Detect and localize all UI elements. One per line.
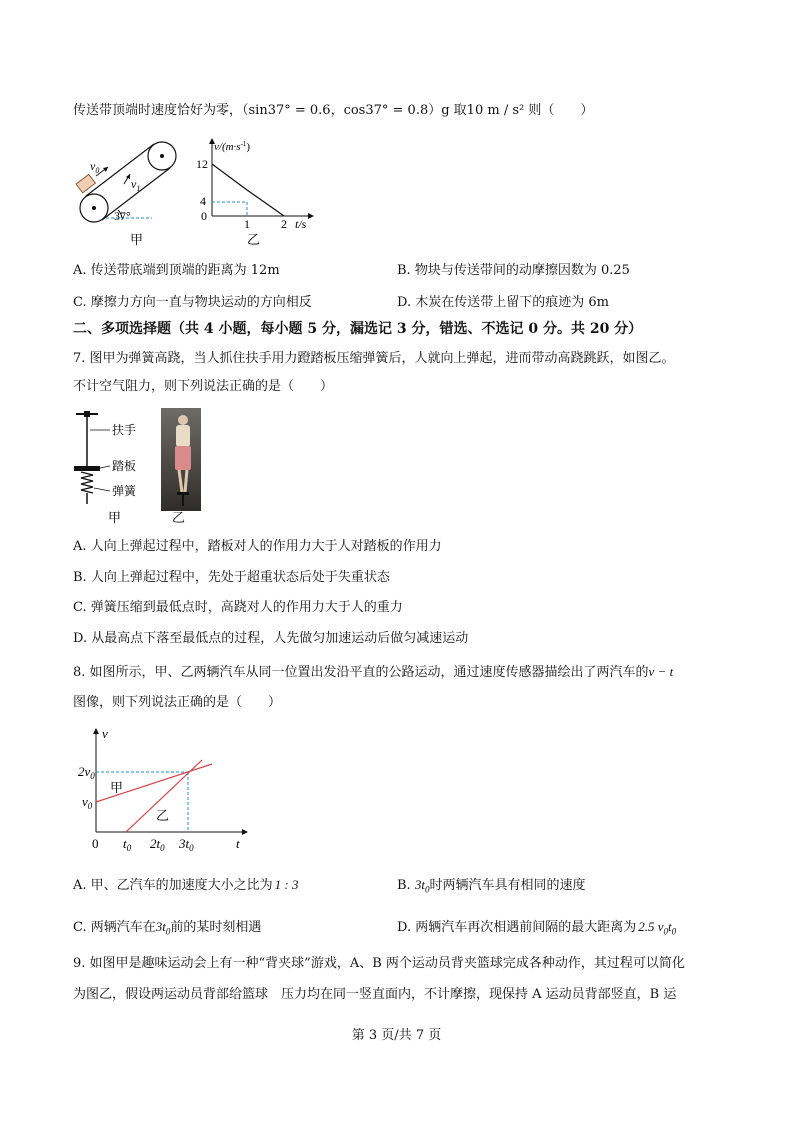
- q7-caption-yi: 乙: [172, 511, 186, 526]
- q8-option-a[interactable]: A. 甲、乙汽车的加速度大小之比为 1 : 3: [73, 877, 299, 893]
- series-label-yi: 乙: [156, 808, 170, 823]
- tick-1: 1: [244, 217, 250, 231]
- q7-stem-line1: 7. 图甲为弹簧高跷，当人抓住扶手用力蹬踏板压缩弹簧后，人就向上弹起，进而带动高跷跳跃，如图乙。: [73, 351, 675, 366]
- q9-line2: 为图乙，假设两运动员背部给篮球 压力均在同一竖直面内，不计摩擦，现保持 A 运动员背部竖直，B 运: [73, 987, 677, 1002]
- label-handle: 扶手: [112, 423, 137, 437]
- q6-option-a[interactable]: A. 传送带底端到顶端的距离为 12m: [73, 263, 280, 278]
- q6-option-d[interactable]: D. 木炭在传送带上留下的痕迹为 6m: [397, 295, 609, 310]
- q8-option-b[interactable]: B. $3t_0$时两辆汽车具有相同的速度: [397, 877, 586, 895]
- q7-pogo-figure: [70, 404, 160, 528]
- y-axis-label: v: [102, 726, 108, 741]
- xlabel: t/s: [295, 217, 307, 231]
- q8-option-d[interactable]: D. 两辆汽车再次相遇前间隔的最大距离为 2.5 $v_0t_0$: [397, 919, 677, 937]
- q8-stem-line2: 图像，则下列说法正确的是（ ）: [73, 695, 282, 710]
- tick-2t0: $2t_0$: [150, 836, 165, 853]
- jumper-figure: [161, 408, 201, 511]
- ylabel: $v/(m\cdot s^{-1})$: [214, 140, 251, 153]
- vt-math: v − t: [648, 664, 674, 679]
- q8-vt-chart: [78, 724, 258, 858]
- q6-option-c[interactable]: C. 摩擦力方向一直与物块运动的方向相反: [73, 295, 312, 310]
- q6-vt-graph: [192, 134, 322, 250]
- q6-option-b[interactable]: B. 物块与传送带间的动摩擦因数为 0.25: [397, 263, 630, 278]
- q7-option-d[interactable]: D. 从最高点下落至最低点的过程，人先做匀加速运动后做匀减速运动: [73, 631, 469, 646]
- caption-yi: 乙: [247, 232, 261, 247]
- tick-0: 0: [92, 836, 99, 851]
- tick-2v0: $2v_0$: [78, 764, 95, 781]
- q8-option-c[interactable]: C. 两辆汽车在$3t_0$前的某时刻相遇: [73, 919, 262, 937]
- vt-line: [212, 164, 284, 216]
- x-axis-label: t: [236, 836, 240, 851]
- section-2-heading: 二、多项选择题（共 4 小题，每小题 5 分，漏选记 3 分，错选、不选记 0 分。共 20 分）: [73, 321, 643, 337]
- tick-t0: $t_0$: [123, 836, 132, 853]
- caption-jia: 甲: [108, 510, 122, 525]
- pogo-jumper-photo: [161, 408, 201, 511]
- label-spring: 弹簧: [112, 484, 137, 498]
- q6-stem: 传送带顶端时速度恰好为零，（sin37° = 0.6，cos37° = 0.8）g 取10 m / s² 则（ ）: [73, 103, 594, 118]
- q6-belt-figure: [70, 134, 190, 250]
- tick-3t0: $3t_0$: [179, 836, 194, 853]
- q7-option-b[interactable]: B. 人向上弹起过程中，先处于超重状态后处于失重状态: [73, 570, 390, 585]
- series-label-jia: 甲: [110, 780, 124, 795]
- label-pedal: 踏板: [112, 459, 137, 473]
- q7-stem-line2: 不计空气阻力，则下列说法正确的是（ ）: [73, 379, 334, 394]
- q7-option-a[interactable]: A. 人向上弹起过程中，踏板对人的作用力大于人对踏板的作用力: [73, 539, 442, 554]
- v1-label: $v_1$: [131, 177, 141, 193]
- q8-stem-line1: 8. 如图所示，甲、乙两辆汽车从同一位置出发沿平直的公路运动，通过速度传感器描绘出了两汽车的v − t: [73, 664, 674, 680]
- v0-label: $v_0$: [90, 159, 100, 175]
- angle-label: 37°: [114, 209, 131, 223]
- tick-2: 2: [281, 217, 287, 231]
- tick-12: 12: [196, 157, 208, 171]
- tick-0: 0: [201, 209, 207, 223]
- caption-jia: 甲: [130, 232, 144, 247]
- q9-line1: 9. 如图甲是趣味运动会上有一种“背夹球”游戏，A、B 两个运动员背夹篮球完成各种动作，其过程可以简化: [73, 956, 685, 971]
- tick-v0: $v_0$: [82, 794, 93, 811]
- q7-option-c[interactable]: C. 弹簧压缩到最低点时，高跷对人的作用力大于人的重力: [73, 600, 403, 615]
- page-footer: 第 3 页/共 7 页: [351, 1028, 442, 1043]
- tick-4: 4: [200, 194, 206, 208]
- block: [76, 174, 95, 192]
